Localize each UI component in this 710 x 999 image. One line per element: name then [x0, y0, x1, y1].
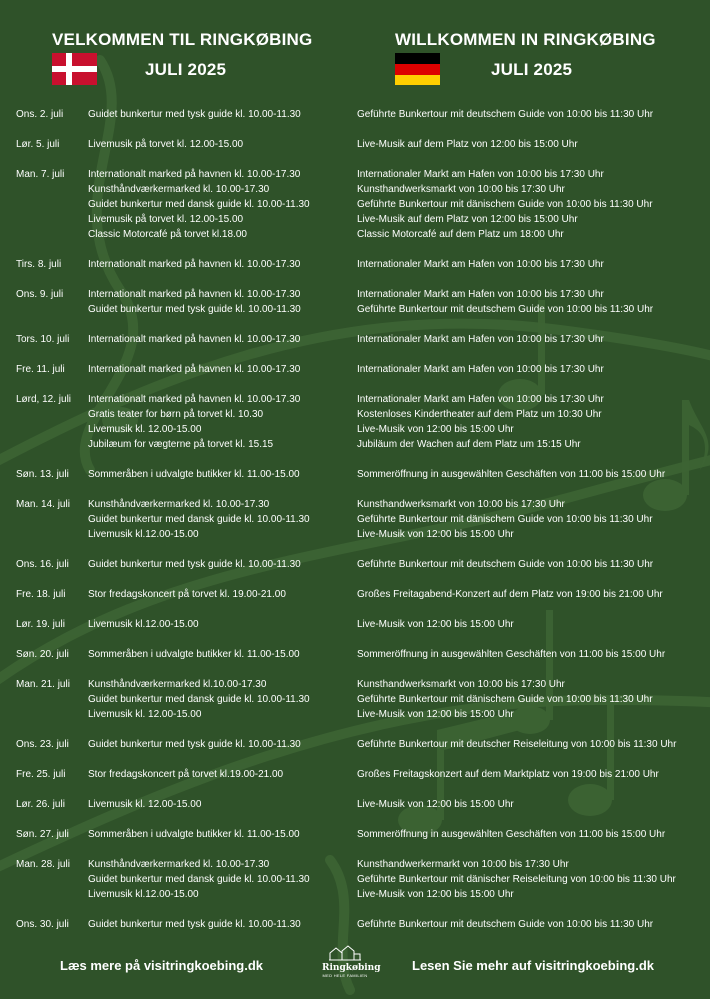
danish-event-text [88, 617, 199, 632]
event-line: Geführte Bunkertour mit deutschem Guide von 10:00 bis 11:30 Uhr [357, 919, 654, 930]
event-line: Livemusik kl.12.00-15.00 [88, 619, 199, 630]
event-date: Ons. 9. juli [16, 289, 64, 300]
event-date: Lør. 26. juli [16, 799, 65, 810]
event-line: Internationalt marked på havnen kl. 10.00-17.30 [88, 169, 301, 180]
german-event-text [357, 497, 653, 542]
danish-event-text [88, 392, 300, 452]
event-line: Live-Musik von 12:00 bis 15:00 Uhr [357, 889, 514, 900]
danish-event-text [88, 557, 301, 572]
event-date: Fre. 25. juli [16, 769, 66, 780]
event-date: Ons. 2. juli [16, 109, 64, 120]
event-line: Sommeröffnung in ausgewählten Geschäften von 11:00 bis 15:00 Uhr [357, 829, 666, 840]
german-event-text [357, 332, 604, 347]
event-line: Geführte Bunkertour mit deutscher Reiseleitung von 10:00 bis 11:30 Uhr [357, 739, 677, 750]
event-line: Internationaler Markt am Hafen von 10:00 bis 17:30 Uhr [357, 364, 604, 375]
danish-event-text [88, 647, 300, 662]
event-line: Guidet bunkertur med tysk guide kl. 10.00-11.30 [88, 739, 301, 750]
event-line: Internationaler Markt am Hafen von 10:00 bis 17:30 Uhr [357, 334, 604, 345]
danish-event-text [88, 332, 300, 347]
danish-subtitle: JULI 2025 [145, 60, 227, 79]
event-date: Man. 21. juli [16, 679, 70, 690]
ringkobing-logo [322, 945, 381, 981]
danish-event-text [88, 827, 300, 842]
danish-event-text [88, 167, 310, 242]
german-event-text [357, 557, 653, 572]
event-line: Live-Musik auf dem Platz von 12:00 bis 15:00 Uhr [357, 214, 578, 225]
event-date: Man. 28. juli [16, 859, 70, 870]
german-event-text [357, 767, 659, 782]
event-line: Live-Musik von 12:00 bis 15:00 Uhr [357, 709, 514, 720]
german-event-text [357, 167, 653, 242]
event-date: Søn. 20. juli [16, 649, 69, 660]
event-line: Guidet bunkertur med tysk guide kl. 10.00-11.30 [88, 304, 301, 315]
event-line: Internationalt marked på havnen kl. 10.00-17.30 [88, 289, 301, 300]
event-line: Kunsthåndværkermarked kl.10.00-17.30 [88, 679, 267, 690]
danish-event-text [88, 737, 301, 752]
event-line: Sommeröffnung in ausgewählten Geschäften von 11:00 bis 15:00 Uhr [357, 649, 666, 660]
german-event-text [357, 362, 604, 377]
event-date: Man. 7. juli [16, 169, 65, 180]
danish-website-link[interactable]: Læs mere på visitringkoebing.dk [60, 958, 263, 973]
danish-event-text [88, 257, 300, 272]
event-date: Lør. 5. juli [16, 139, 60, 150]
event-line: Kunsthandwerksmarkt von 10:00 bis 17:30 Uhr [357, 679, 565, 690]
danish-event-text [88, 497, 310, 542]
event-line: Internationaler Markt am Hafen von 10:00 bis 17:30 Uhr [357, 289, 604, 300]
event-line: Internationalt marked på havnen kl. 10.00-17.30 [88, 334, 301, 345]
event-line: Livemusik kl. 12.00-15.00 [88, 799, 202, 810]
event-line: Guidet bunkertur med tysk guide kl. 10.00-11.30 [88, 919, 301, 930]
event-line: Kunsthåndværkermarked kl. 10.00-17.30 [88, 184, 270, 195]
danish-event-text [88, 857, 310, 902]
danish-event-text [88, 467, 300, 482]
event-date: Tirs. 8. juli [16, 259, 62, 270]
event-line: Sommeröffnung in ausgewählten Geschäften von 11:00 bis 15:00 Uhr [357, 469, 666, 480]
german-website-link[interactable]: Lesen Sie mehr auf visitringkoebing.dk [412, 958, 655, 973]
event-date: Fre. 18. juli [16, 589, 66, 600]
event-date: Fre. 11. juli [16, 364, 65, 375]
event-line: Internationalt marked på havnen kl. 10.00-17.30 [88, 259, 301, 270]
event-date: Lørd, 12. juli [16, 394, 72, 405]
event-date: Ons. 30. juli [16, 919, 69, 930]
event-line: Guidet bunkertur med dansk guide kl. 10.00-11.30 [88, 514, 310, 525]
event-line: Livemusik kl.12.00-15.00 [88, 889, 199, 900]
event-line: Guidet bunkertur med dansk guide kl. 10.00-11.30 [88, 874, 310, 885]
event-line: Geführte Bunkertour mit dänischem Guide von 10:00 bis 11:30 Uhr [357, 514, 653, 525]
danish-event-text [88, 797, 201, 812]
german-title: WILLKOMMEN IN RINGKØBING [395, 30, 656, 49]
event-line: Guidet bunkertur med tysk guide kl. 10.00-11.30 [88, 109, 301, 120]
germany-flag-icon [395, 53, 440, 85]
event-line: Classic Motorcafé på torvet kl.18.00 [88, 229, 247, 240]
danish-event-text [88, 137, 243, 152]
event-line: Gratis teater for børn på torvet kl. 10.30 [88, 409, 264, 420]
denmark-flag-icon [52, 53, 97, 85]
event-line: Kunsthandwerksmarkt von 10:00 bis 17:30 Uhr [357, 499, 565, 510]
event-line: Stor fredagskoncert på torvet kl.19.00-21.00 [88, 769, 284, 780]
danish-event-text [88, 587, 286, 602]
event-line: Livemusik på torvet kl. 12.00-15.00 [88, 139, 244, 150]
german-event-text [357, 917, 653, 932]
event-line: Kunsthåndværkermarked kl. 10.00-17.30 [88, 499, 270, 510]
danish-event-text [88, 107, 301, 122]
event-date: Lør. 19. juli [16, 619, 65, 630]
event-line: Live-Musik von 12:00 bis 15:00 Uhr [357, 529, 514, 540]
danish-event-text [88, 287, 301, 317]
event-line: Guidet bunkertur med dansk guide kl. 10.00-11.30 [88, 694, 310, 705]
event-line: Classic Motorcafé auf dem Platz um 18:00 Uhr [357, 229, 564, 240]
event-line: Geführte Bunkertour mit deutschem Guide von 10:00 bis 11:30 Uhr [357, 304, 654, 315]
danish-event-text [88, 917, 301, 932]
event-date: Søn. 27. juli [16, 829, 69, 840]
german-event-text [357, 467, 665, 482]
event-line: Kunsthandwerksmarkt von 10:00 bis 17:30 Uhr [357, 184, 565, 195]
event-line: Guidet bunkertur med dansk guide kl. 10.00-11.30 [88, 199, 310, 210]
event-date: Man. 14. juli [16, 499, 70, 510]
event-line: Geführte Bunkertour mit deutschem Guide von 10:00 bis 11:30 Uhr [357, 559, 654, 570]
event-line: Geführte Bunkertour mit dänischer Reiseleitung von 10:00 bis 11:30 Uhr [357, 874, 676, 885]
event-line: Kunsthåndværkermarked kl. 10.00-17.30 [88, 859, 270, 870]
logo-text: Ringkøbing [322, 963, 381, 973]
event-line: Livemusik kl. 12.00-15.00 [88, 424, 202, 435]
town-house-icon [328, 945, 362, 961]
german-event-text [357, 797, 514, 812]
event-line: Internationaler Markt am Hafen von 10:00 bis 17:30 Uhr [357, 169, 604, 180]
german-event-text [357, 287, 653, 317]
german-event-text [357, 677, 653, 722]
event-line: Stor fredagskoncert på torvet kl. 19.00-21.00 [88, 589, 286, 600]
event-line: Internationaler Markt am Hafen von 10:00 bis 17:30 Uhr [357, 394, 604, 405]
event-line: Live-Musik auf dem Platz von 12:00 bis 15:00 Uhr [357, 139, 578, 150]
german-event-text [357, 392, 604, 452]
event-line: Sommeråben i udvalgte butikker kl. 11.00-15.00 [88, 649, 300, 660]
german-event-text [357, 737, 676, 752]
event-line: Internationaler Markt am Hafen von 10:00 bis 17:30 Uhr [357, 259, 604, 270]
event-line: Sommeråben i udvalgte butikker kl. 11.00-15.00 [88, 829, 300, 840]
event-line: Sommeråben i udvalgte butikker kl. 11.00-15.00 [88, 469, 300, 480]
danish-event-text [88, 677, 310, 722]
event-line: Geführte Bunkertour mit dänischem Guide von 10:00 bis 11:30 Uhr [357, 199, 653, 210]
event-line: Kostenloses Kindertheater auf dem Platz um 10:30 Uhr [357, 409, 602, 420]
event-date: Ons. 23. juli [16, 739, 69, 750]
event-line: Großes Freitagskonzert auf dem Marktplatz von 19:00 bis 21:00 Uhr [357, 769, 659, 780]
event-date: Ons. 16. juli [16, 559, 69, 570]
german-event-text [357, 107, 653, 122]
event-line: Jubilæum for vægterne på torvet kl. 15.15 [88, 439, 274, 450]
event-line: Live-Musik von 12:00 bis 15:00 Uhr [357, 799, 514, 810]
german-event-text [357, 257, 604, 272]
event-line: Geführte Bunkertour mit dänischem Guide von 10:00 bis 11:30 Uhr [357, 694, 653, 705]
danish-title: VELKOMMEN TIL RINGKØBING [52, 30, 313, 49]
event-line: Großes Freitagabend-Konzert auf dem Platz von 19:00 bis 21:00 Uhr [357, 589, 663, 600]
danish-event-text [88, 362, 300, 377]
event-date: Tors. 10. juli [16, 334, 70, 345]
event-line: Jubiläum der Wachen auf dem Platz um 15:15 Uhr [357, 439, 581, 450]
german-event-text [357, 587, 663, 602]
german-event-text [357, 617, 514, 632]
logo-subtext: MED HELE FAMILIEN [322, 973, 368, 978]
danish-event-text [88, 767, 283, 782]
event-line: Live-Musik von 12:00 bis 15:00 Uhr [357, 619, 514, 630]
german-event-text [357, 827, 665, 842]
event-line: Live-Musik von 12:00 bis 15:00 Uhr [357, 424, 514, 435]
german-subtitle: JULI 2025 [491, 60, 573, 79]
german-event-text [357, 137, 578, 152]
event-line: Internationalt marked på havnen kl. 10.00-17.30 [88, 364, 301, 375]
event-line: Livemusik kl. 12.00-15.00 [88, 709, 202, 720]
event-date: Søn. 13. juli [16, 469, 69, 480]
event-line: Livemusik på torvet kl. 12.00-15.00 [88, 214, 244, 225]
event-line: Internationalt marked på havnen kl. 10.00-17.30 [88, 394, 301, 405]
event-line: Guidet bunkertur med tysk guide kl. 10.00-11.30 [88, 559, 301, 570]
event-line: Kunsthandwerkermarkt von 10:00 bis 17:30 Uhr [357, 859, 569, 870]
german-event-text [357, 647, 665, 662]
german-event-text [357, 857, 676, 902]
event-line: Geführte Bunkertour mit deutschem Guide von 10:00 bis 11:30 Uhr [357, 109, 654, 120]
event-line: Livemusik kl.12.00-15.00 [88, 529, 199, 540]
